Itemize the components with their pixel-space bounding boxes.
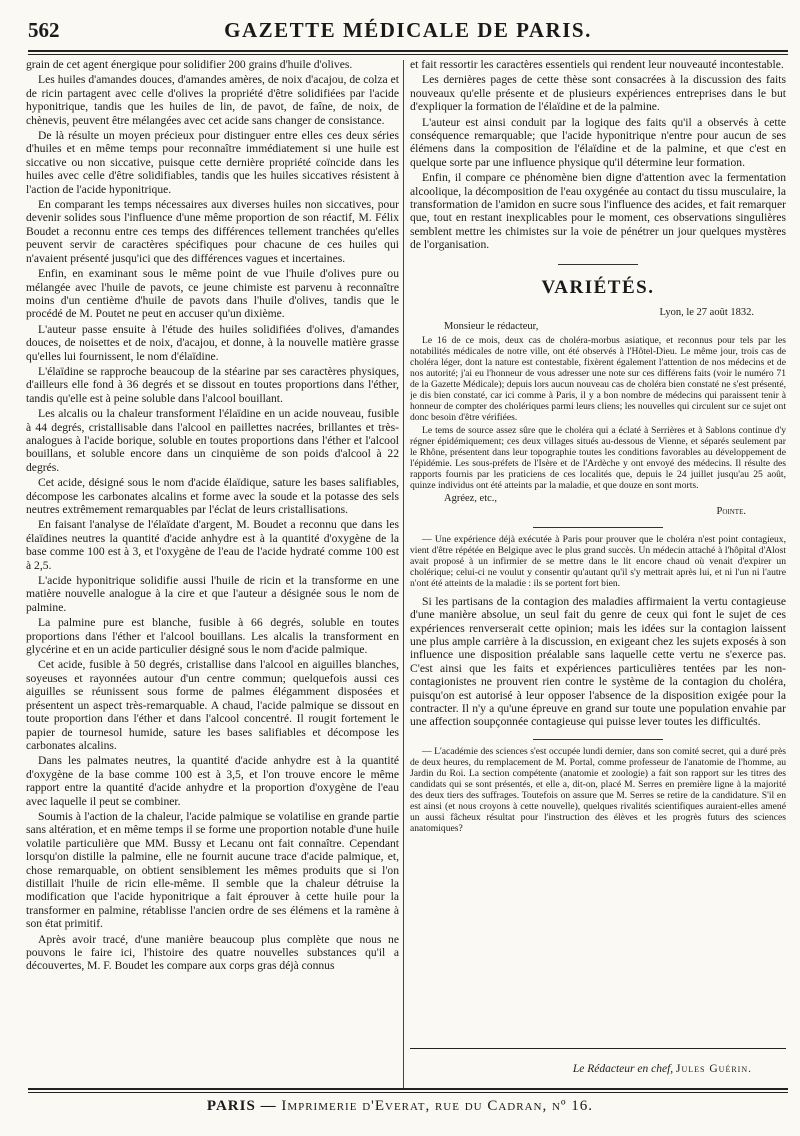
footer-rule (28, 1088, 788, 1090)
academy-item (410, 746, 786, 834)
paragraph: Enfin, en examinant sous le même point de vue l'huile d'olives pure ou mélangée avec l'huile de pavots, ce jeune chimiste est parvenu à reconnaître moins d'un centième d'huile de pavots dans l'huile d'olives, tandis que le procédé de M. Poutet ne peut en accuser qu'un dixième. (26, 267, 399, 321)
paragraph: En faisant l'analyse de l'élaïdate d'argent, M. Boudet a reconnu que dans les élaïdines neutres la quantité d'acide anhydre est à la quantité d'oxygène de la base comme 100 est à 3, et l'oxygène de l'eau de l'acide hydraté comme 100 est à 2,5. (26, 518, 399, 572)
section-title: VARIÉTÉS. (541, 276, 655, 298)
item-rule (533, 739, 663, 740)
editor-label: Le Rédacteur en chef, (572, 1063, 674, 1075)
paragraph: De là résulte un moyen précieux pour distinguer entre elles ces deux séries d'huiles et en même temps pour reconnaître immédiatement si une huile est siccative ou non siccative, puisque cette dernière propriété coïncide dans les huiles avec celle d'être solidifiables, tandis que les huiles siccatives résistent à l'action de l'acide hyponitrique. (26, 129, 399, 196)
paragraph: L'élaïdine se rapproche beaucoup de la stéarine par ses caractères physiques, d'ailleurs elle fond à 36 degrés et se dissout en toutes proportions dans l'éther, tandis qu'elle est à peine soluble dans l'alcool bouillant. (26, 364, 399, 405)
footer-rule-thin (28, 1092, 788, 1093)
signature: Pointe. (716, 505, 746, 517)
paragraph: Les huiles d'amandes douces, d'amandes amères, de noix d'acajou, de colza et de ricin partagent avec celle d'olives la propriété d'être solidifiées par l'acide hyponitrique, tandis que les huiles de lin, de pavot, de faîne, de noix, de chènevis, peuvent être mélangées avec cet acide sans changer de consistance. (26, 73, 399, 127)
paragraph: Cet acide, fusible à 50 degrés, cristallise dans l'alcool en aiguilles blanches, soyeuses et rayonnées autour d'un centre commun; quelquefois aussi ces aiguilles se réunissent sous forme de palmes élégamment disposées et présentent un aspect très-remarquable. A chaud, l'acide palmique se dissout en toute proportion dans l'éther et dans l'alcool concentré. Il rougit fortement le papier de tournesol humide, sature les bases salifiables et décompose les carbonates alcalins. (26, 658, 399, 752)
editor-line (573, 1063, 752, 1075)
salutation: Monsieur le rédacteur, (444, 320, 539, 332)
paragraph: La palmine pure est blanche, fusible à 66 degrés, soluble en toutes proportions dans l'éther et l'alcool bouillans. Les alcalis la transforment en glycérine et en un acide particulier désigné sous le nom d'acide palmique. (26, 616, 399, 657)
editor-rule (410, 1048, 786, 1049)
journal-title: GAZETTE MÉDICALE DE PARIS. (224, 18, 592, 42)
paragraph: L'auteur passe ensuite à l'étude des huiles solidifiées d'olives, d'amandes douces, de noisettes et de noix, d'acajou, et donne, à la nouvelle matière grasse qu'elles lui fournissent, le nom d'élaïdine. (26, 322, 399, 363)
paragraph: Les dernières pages de cette thèse sont consacrées à la discussion des faits nouveaux qu'elle présente et de plusieurs expériences entreprises dans le but d'expliquer la formation de l'élaïdine et de la palmine. (410, 73, 786, 114)
paragraph: Les alcalis ou la chaleur transforment l'élaïdine en un acide nouveau, fusible à 44 degrés, cristallisable dans l'alcool en paillettes nacrées, brillantes et très-analogues à l'acide borique, soluble en toutes proportions dans l'éther et l'alcool bouillans, et soluble encore dans un cinquième de son poids d'alcool à 22 degrés. (26, 407, 399, 474)
news-paragraph: — Une expérience déjà exécutée à Paris pour prouver que le choléra n'est point contagieux, vient d'être répétée en Belgique avec le plus grand succès. Un médecin attaché à l'hôpital d'Alost avait proposé à un infirmier de se mettre dans le lit encore chaud où venait d'expirer un cholérique; celui-ci ne voulut y consentir qu'autant qu'il s'y mettrait après lui, et ni l'un ni l'autre n'ont été atteints de la maladie : ils se portent fort bien. (410, 533, 786, 589)
letter-body (410, 335, 786, 491)
contagion-paragraph: Si les partisans de la contagion des maladies affirmaient la vertu contagieuse d'une manière absolue, un seul fait du genre de ceux qui font le sujet de ces expériences renverserait cette opinion; mais les idées sur la contagion laissent une plus ample carrière à la discussion, en exigeant chez les sujets exposés à son influence une disposition préalable sans laquelle cette vertu ne s'exerce pas. C'est ainsi que les faits et expériences particulières tentées par les non-contagionistes ne prouvent rien contre le système de la contagion du choléra, puisqu'on est autorisé à leur opposer l'absence de la disposition exigée pour la contracter. Il n'y a qu'une épreuve en grand sur toute une population envahie par une affection soupçonnée contagieuse qui puisse lever toutes les difficultés. (410, 594, 786, 729)
paragraph: Enfin, il compare ce phénomène bien digne d'attention avec la fermentation alcoolique, la décomposition de l'eau oxygénée au contact du tissu musculaire, la transformation de l'amidon en sucre sous l'influence des acides, et fait remarquer que, tout en restant inexplicables pour le moment, ces observations singulières semblent mettre les chimistes sur la voie de pénétrer un jour quelques mystères de l'organisation. (410, 171, 786, 252)
paragraph: En comparant les temps nécessaires aux diverses huiles non siccatives, pour devenir solides sous l'influence d'une même proportion de son réactif, M. Félix Boudet a reconnu entre ces temps des différences tellement tranchées qu'elles peuvent servir de caractères spécifiques pour chacune de ces huiles qui n'avaient présenté jusqu'ici que des différences vagues et incertaines. (26, 198, 399, 265)
page-number: 562 (28, 18, 60, 42)
paragraph: et fait ressortir les caractères essentiels qui rendent leur nouveauté incontestable. (410, 58, 784, 71)
footer (0, 1098, 800, 1115)
left-column (26, 58, 399, 1088)
letter-paragraph: Le 16 de ce mois, deux cas de choléra-morbus asiatique, et reconnus pour tels par les notabilités médicales de notre ville, ont été observés à l'Hôtel-Dieu. Le même jour, trois cas de choléra léger, dont la nature est contestable, fixèrent également l'attention de nos médecins et de nos autorité; j'ai eu l'honneur de vous adresser une note sur ces différens faits (voir le numéro 71 de la Gazette Médicale); depuis lors aucun nouveau cas de choléra bien constaté ne s'est présenté, je dis bien constaté, car ici comme à Paris, il y a bon nombre de médecins qui paraissent tenir à honneur de compter des cholériques parmi leurs cliens; les nouvelles qui circulent sur ce sujet ont donc besoin d'être vérifiées. (410, 334, 786, 423)
paragraph: Soumis à l'action de la chaleur, l'acide palmique se volatilise en grande partie sans altération, et en même temps il se forme une proportion notable d'une huile volatile particulière que MM. Bussy et Lecanu ont fait connaître. Cependant lorsqu'on distille la palmine, elle ne fournit aucune trace d'acide palmique, et, chose remarquable, on obtient sensiblement les mêmes produits que si l'on distillait l'huile de ricin elle-même. Il semble que la chaleur détruise la modification que l'acide hyponitrique a fait éprouver à cette huile pour la transformer en palmine, rétablisse l'ancien ordre de ses élémens et la ramène à son état primitif. (26, 809, 399, 931)
letter-paragraph: Le tems de source assez sûre que le choléra qui a éclaté à Serrières et à Sablons continue d'y régner épidémiquement; ces deux villages situés au-dessous de Vienne, et séparés seulement par le Rhône, présentent dans leur topographie toutes les conditions favorables au développement de l'épidémie. Les sous-préfets de l'Isère et de l'Ardèche y ont envoyé des médecins. Il résulte des rapports fournis par les praticiens de ces localités que, depuis le 24 juillet jusqu'au 25 août, quinze individus ont été atteints par la maladie, et que douze en sont morts. (410, 424, 786, 491)
paragraph: grain de cet agent énergique pour solidifier 200 grains d'huile d'olives. (26, 58, 353, 71)
footer-city: PARIS — (206, 1098, 277, 1114)
page-header (28, 18, 788, 46)
column-divider (403, 60, 404, 1088)
item-rule (533, 527, 663, 528)
header-rule-thin (28, 54, 788, 55)
paragraph: Après avoir tracé, d'une manière beaucoup plus complète que nous ne pouvons le faire ici, l'histoire des quatre nouvelles substances qu'il a découvertes, M. F. Boudet les compare aux corps gras déjà connus (26, 932, 399, 973)
editor-name: Jules Guérin. (676, 1063, 752, 1075)
academy-paragraph: — L'académie des sciences s'est occupée lundi dernier, dans son comité secret, qui a duré près de deux heures, du remplacement de M. Portal, comme professeur de l'anatomie de l'homme, au Jardin du Roi. La section compétente (anatomie et zoologie) a fait son rapport sur les titres des candidats qui se sont présentés, et elle a, dit-on, placé M. Serres en première ligne à la majorité des deux tiers des suffrages. Toutefois on assure que M. Serres se retire de la candidature. S'il en est ainsi (et nous croyons à cette nouvelle), quelques rivalités scientifiques auraient-elles amené un aussi fâcheux résultat pour l'instruction des élèves et les progrès futurs des sciences anatomiques? (410, 745, 786, 834)
right-column (410, 58, 786, 1088)
paragraph: Cet acide, désigné sous le nom d'acide élaïdique, sature les bases salifiables, décompose les carbonates alcalins et forme avec la soude et la potasse des sels neutres extrêmement remarquables par l'éclat de leurs cristallisations. (26, 476, 399, 516)
paragraph: Dans les palmates neutres, la quantité d'acide anhydre est à la quantité d'oxygène de la base comme 100 est à 3,5, et l'on trouve encore le même rapport entre la quantité d'acide anhydre et la proportion d'oxygène de l'eau avec laquelle il peut se combiner. (26, 754, 399, 808)
header-rule (28, 50, 788, 52)
section-rule (558, 264, 638, 265)
footer-address: rue du Cadran, nº 16. (434, 1098, 594, 1114)
paragraph: L'auteur est ainsi conduit par la logique des faits qu'il a observés à cette conséquence remarquable; que l'acide hyponitrique n'entre pour aucun de ses élémens dans la composition de l'élaïdine et de la palmine, et que c'est en quelque sorte par une influence physique qu'il détermine leur formation. (410, 115, 786, 169)
footer-imprint: Imprimerie d'Everat, (281, 1098, 431, 1114)
paragraph: L'acide hyponitrique solidifie aussi l'huile de ricin et la transforme en une matière nouvelle analogue à la cire et que l'auteur a désignée sous le nom de palmine. (26, 574, 399, 614)
dateline: Lyon, le 27 août 1832. (659, 306, 754, 318)
sign-off: Agréez, etc., (444, 492, 498, 504)
news-item (410, 534, 786, 589)
